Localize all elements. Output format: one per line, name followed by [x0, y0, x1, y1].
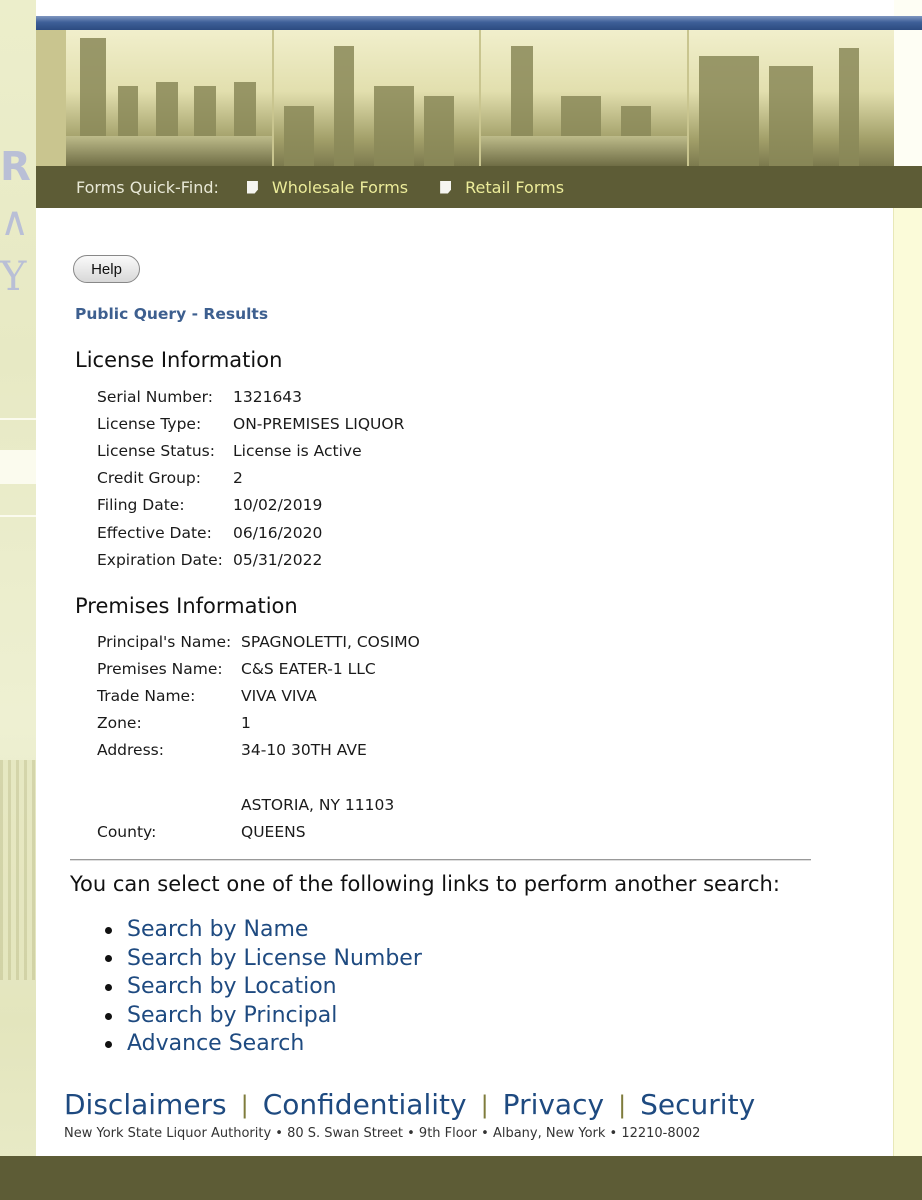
banner-photo-city	[274, 30, 480, 166]
field-label: Premises Name:	[97, 659, 223, 678]
list-item	[105, 1030, 422, 1059]
field-value: 2	[233, 469, 243, 488]
table-row	[97, 682, 597, 709]
header-blue-bar	[36, 16, 922, 30]
search-by-location-link[interactable]: Search by Location	[127, 974, 337, 1000]
bullet-icon	[105, 955, 112, 962]
divider	[70, 859, 811, 861]
footer-separator: |	[480, 1090, 489, 1119]
table-row	[97, 710, 597, 737]
footer-separator: |	[618, 1090, 627, 1119]
right-decorative-strip	[893, 207, 922, 1157]
search-links-list	[105, 916, 422, 1059]
footer-links	[64, 1088, 755, 1121]
field-label: Serial Number:	[97, 387, 214, 406]
list-item	[105, 1002, 422, 1031]
banner-photo-harbor	[481, 30, 687, 166]
field-label: Credit Group:	[97, 469, 201, 488]
table-row	[97, 492, 597, 519]
footer-bar	[0, 1156, 922, 1200]
advance-search-link[interactable]: Advance Search	[127, 1031, 305, 1057]
field-label: Filing Date:	[97, 496, 185, 515]
premises-info-table	[97, 628, 597, 846]
disclaimers-link[interactable]: Disclaimers	[64, 1088, 227, 1121]
help-button[interactable]: Help	[73, 255, 140, 283]
field-label: License Type:	[97, 414, 202, 433]
document-icon	[440, 181, 451, 194]
field-label: Address:	[97, 741, 164, 760]
field-label: License Status:	[97, 441, 215, 460]
table-row	[97, 546, 597, 573]
field-label: Principal's Name:	[97, 632, 232, 651]
field-value: C&S EATER-1 LLC	[241, 659, 376, 678]
table-row	[97, 655, 597, 682]
footer-separator: |	[240, 1090, 249, 1119]
footer-address: New York State Liquor Authority • 80 S. Swan Street • 9th Floor • Albany, New York • 12210-8002	[64, 1126, 701, 1141]
table-row	[97, 383, 597, 410]
field-value: 10/02/2019	[233, 496, 323, 515]
table-row	[97, 628, 597, 655]
bullet-icon	[105, 1041, 112, 1048]
document-icon	[247, 181, 258, 194]
wholesale-forms-link[interactable]: Wholesale Forms	[271, 177, 409, 197]
field-value: 05/31/2022	[233, 550, 323, 569]
forms-quick-find-bar	[36, 166, 922, 208]
field-label: Trade Name:	[97, 686, 196, 705]
field-value: License is Active	[233, 441, 362, 460]
field-label: Expiration Date:	[97, 550, 223, 569]
retail-forms-link[interactable]: Retail Forms	[465, 177, 565, 197]
field-value: 34-10 30TH AVE	[241, 741, 367, 760]
left-band	[0, 450, 36, 484]
logo-fragment: 𝗥 ∧ Y	[0, 144, 31, 300]
search-by-license-number-link[interactable]: Search by License Number	[127, 945, 422, 971]
field-label	[97, 791, 241, 818]
privacy-link[interactable]: Privacy	[502, 1088, 605, 1121]
field-value: ON-PREMISES LIQUOR	[233, 414, 405, 433]
list-item	[105, 973, 422, 1002]
list-item	[105, 945, 422, 974]
banner-photo-skyline	[66, 30, 272, 166]
table-row	[97, 465, 597, 492]
page-title: Public Query - Results	[75, 305, 269, 323]
building-image-fragment	[0, 760, 36, 980]
list-item	[105, 916, 422, 945]
table-row	[97, 410, 597, 437]
confidentiality-link[interactable]: Confidentiality	[262, 1088, 467, 1121]
field-label: Zone:	[97, 714, 142, 733]
field-label: Effective Date:	[97, 523, 212, 542]
header-banner	[36, 30, 894, 166]
field-value: VIVA VIVA	[241, 686, 317, 705]
field-value: QUEENS	[241, 822, 306, 841]
field-value	[241, 764, 597, 791]
security-link[interactable]: Security	[640, 1088, 756, 1121]
banner-photo-towers	[689, 30, 895, 166]
search-by-principal-link[interactable]: Search by Principal	[127, 1002, 338, 1028]
left-divider	[0, 515, 36, 517]
field-label: County:	[97, 822, 157, 841]
field-value: 1	[241, 714, 251, 733]
field-label	[97, 764, 241, 791]
field-value: SPAGNOLETTI, COSIMO	[241, 632, 420, 651]
table-row	[97, 519, 597, 546]
table-row	[97, 818, 597, 845]
bullet-icon	[105, 1013, 112, 1020]
license-info-table	[97, 383, 597, 573]
table-row	[97, 764, 597, 791]
bullet-icon	[105, 927, 112, 934]
bullet-icon	[105, 984, 112, 991]
quick-find-label: Forms Quick-Find:	[76, 177, 219, 197]
table-row	[97, 437, 597, 464]
table-row	[97, 737, 597, 764]
left-divider	[0, 418, 36, 420]
license-info-heading: License Information	[75, 348, 283, 372]
field-value: ASTORIA, NY 11103	[241, 795, 395, 814]
table-row	[97, 791, 597, 818]
premises-info-heading: Premises Information	[75, 594, 298, 618]
search-by-name-link[interactable]: Search by Name	[127, 917, 309, 942]
left-decorative-strip	[0, 0, 36, 1200]
field-value: 06/16/2020	[233, 523, 323, 542]
search-prompt-text: You can select one of the following links to perform another search:	[70, 872, 780, 896]
header-top-space	[36, 0, 894, 16]
field-value: 1321643	[233, 387, 303, 406]
